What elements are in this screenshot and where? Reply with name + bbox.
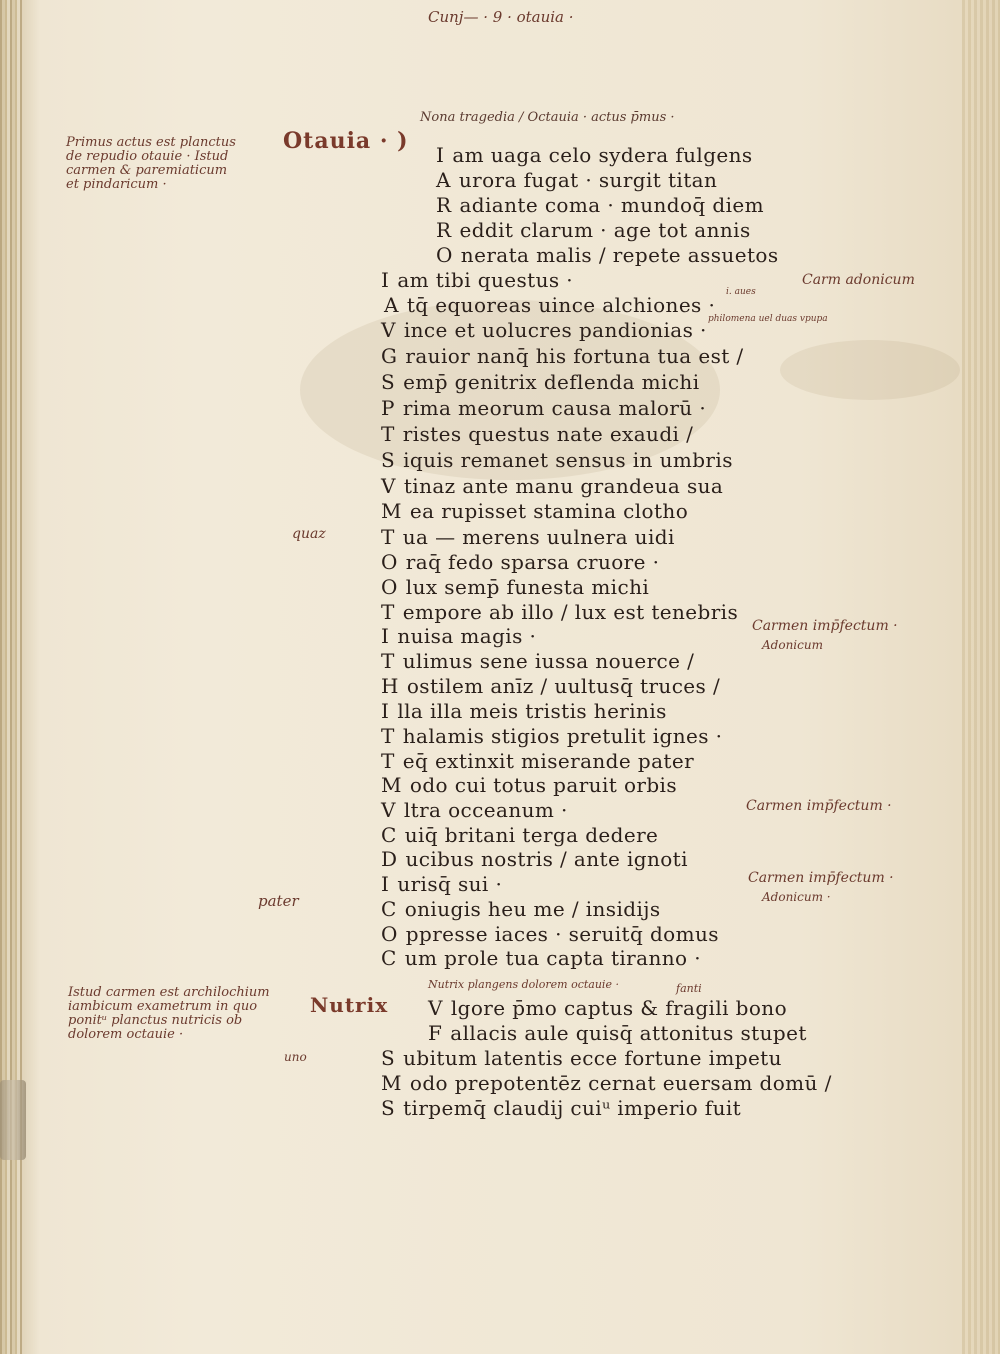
- running-header: Cunj— · 9 · otauia ·: [428, 8, 574, 26]
- verse-text: ostilem anīz / uultusq̄ truces /: [406, 674, 721, 698]
- verse-line: [381, 550, 659, 574]
- binding-clasp: [0, 1080, 26, 1160]
- verse-text: urora fugat · surgit titan: [458, 168, 718, 192]
- verse-initial: V: [381, 318, 396, 342]
- verse-line: [381, 724, 722, 748]
- verse-initial: O: [381, 922, 398, 946]
- interlinear-gloss: fanti: [676, 982, 702, 995]
- verse-line: [381, 396, 706, 420]
- verse-line: [381, 823, 658, 847]
- verse-text: am tibi questus ·: [397, 268, 574, 292]
- verse-line: [381, 847, 688, 871]
- verse-text: lux semp̄ funesta michi: [405, 575, 650, 599]
- verse-text: adiante coma · mundoq̄ diem: [459, 193, 764, 217]
- gloss-line: carmen & paremiaticum: [66, 163, 228, 178]
- verse-line: [436, 143, 753, 167]
- verse-line: [428, 996, 787, 1020]
- verse-text: uiq̄ britani terga dedere: [404, 823, 659, 847]
- verse-line: [381, 318, 707, 342]
- verse-initial: F: [428, 1021, 443, 1045]
- verse-line: [381, 922, 719, 946]
- verse-line: [436, 218, 751, 242]
- left-gloss-nutrix: [68, 986, 270, 1042]
- faint-offset-stain: [780, 340, 960, 400]
- speaker-octavia: Otauia · ): [283, 128, 409, 154]
- verse-line: [381, 1071, 832, 1095]
- gloss-line: de repudio otauie · Istud: [66, 149, 229, 164]
- verse-line: [381, 624, 536, 648]
- verse-line: [381, 344, 744, 368]
- gloss-line: et pindaricum ·: [66, 177, 167, 192]
- verse-text: ucibus nostris / ante ignoti: [405, 847, 688, 871]
- verse-initial: I: [381, 872, 390, 896]
- verse-text: oniugis heu me / insidijs: [404, 897, 661, 921]
- verse-text: um prole tua capta tiranno ·: [404, 946, 701, 970]
- verse-initial: S: [381, 1046, 396, 1070]
- verse-text: odo prepotentēz cernat euersam domū /: [409, 1071, 832, 1095]
- verse-initial: S: [381, 1096, 396, 1120]
- verse-initial: C: [381, 946, 397, 970]
- verse-initial: O: [436, 243, 453, 267]
- verse-text: ristes questus nate exaudi /: [402, 422, 694, 446]
- gloss-line: iambicum exametrum in quo: [68, 999, 258, 1014]
- verse-text: ea rupisset stamina clotho: [409, 499, 689, 523]
- verse-line: [381, 525, 675, 549]
- verse-initial: C: [381, 897, 397, 921]
- verse-line: [381, 897, 661, 921]
- verse-initial: M: [381, 773, 402, 797]
- speaker-nutrix: Nutrix: [310, 993, 389, 1017]
- right-note-adonicum: Adonicum: [762, 638, 823, 652]
- verse-text: ppresse iaces · seruitq̄ domus: [405, 922, 719, 946]
- verse-text: emp̄ genitrix deflenda michi: [403, 370, 700, 394]
- verse-line: [381, 674, 720, 698]
- verse-initial: S: [381, 448, 396, 472]
- verse-line: [381, 1096, 741, 1120]
- nutrix-rubric: Nutrix plangens dolorem octauie ·: [428, 978, 619, 991]
- verse-text: ince et uolucres pandionias ·: [403, 318, 707, 342]
- verse-text: am uaga celo sydera fulgens: [452, 143, 753, 167]
- verse-line: [436, 168, 717, 192]
- verse-text: lgore p̄mo captus & fragili bono: [450, 996, 788, 1020]
- gloss-line: dolorem octauie ·: [68, 1027, 184, 1042]
- verse-initial: O: [381, 575, 398, 599]
- verse-initial: G: [381, 344, 398, 368]
- gloss-line: Istud carmen est archilochium: [68, 985, 270, 1000]
- verse-line: [381, 749, 694, 773]
- interlinear-gloss: philomena uel duas vpupa: [708, 314, 828, 324]
- margin-word-quaz: quaz: [292, 526, 326, 542]
- verse-line: [381, 600, 738, 624]
- verse-initial: M: [381, 499, 402, 523]
- verse-text: lla illa meis tristis herinis: [397, 699, 667, 723]
- right-note-imperfectum: Carmen imp̄fectum ·: [752, 618, 898, 634]
- verse-line: [381, 699, 667, 723]
- verse-line: [381, 872, 502, 896]
- verse-text: eq̄ extinxit miserande pater: [402, 749, 695, 773]
- verse-initial: T: [381, 749, 395, 773]
- verse-text: empore ab illo / lux est tenebris: [402, 600, 739, 624]
- verse-text: halamis stigios pretulit ignes ·: [402, 724, 723, 748]
- verse-line: [436, 243, 779, 267]
- right-note-adonicum: Adonicum ·: [762, 890, 831, 904]
- verse-text: rauior nanq̄ his fortuna tua est /: [405, 344, 744, 368]
- verse-line: [381, 649, 694, 673]
- page-fore-edge: [962, 0, 1000, 1354]
- gloss-line: ponitᵘ planctus nutricis ob: [68, 1013, 243, 1028]
- verse-line: [381, 268, 573, 292]
- verse-line: [381, 499, 688, 523]
- verse-line: [381, 422, 693, 446]
- verse-initial: I: [381, 268, 390, 292]
- verse-text: urisq̄ sui ·: [397, 872, 503, 896]
- verse-initial: O: [381, 550, 398, 574]
- verse-initial: V: [381, 474, 396, 498]
- verse-initial: I: [381, 699, 390, 723]
- verse-initial: T: [381, 724, 395, 748]
- verse-initial: D: [381, 847, 398, 871]
- verse-text: rima meorum causa malorū ·: [402, 396, 707, 420]
- verse-initial: I: [436, 143, 445, 167]
- verse-text: tinaz ante manu grandeua sua: [403, 474, 724, 498]
- right-note-imperfectum: Carmen imp̄fectum ·: [746, 798, 892, 814]
- verse-text: raq̄ fedo sparsa cruore ·: [405, 550, 660, 574]
- verse-text: iquis remanet sensus in umbris: [403, 448, 733, 472]
- verse-initial: P: [381, 396, 395, 420]
- verse-text: ltra occeanum ·: [403, 798, 568, 822]
- verse-initial: T: [381, 600, 395, 624]
- margin-word-uno: uno: [284, 1050, 307, 1064]
- verse-initial: M: [381, 1071, 402, 1095]
- verse-line: [428, 1021, 807, 1045]
- verse-text: eddit clarum · age tot annis: [459, 218, 751, 242]
- right-note-adonicum: Carm adonicum: [802, 272, 915, 288]
- verse-text: ua — merens uulnera uidi: [402, 525, 675, 549]
- verse-line: [381, 798, 568, 822]
- verse-line: [384, 293, 715, 317]
- verse-text: allacis aule quisq̄ attonitus stupet: [450, 1021, 807, 1045]
- verse-line: [381, 575, 649, 599]
- verse-initial: S: [381, 370, 396, 394]
- verse-text: tq̄ equoreas uince alchiones ·: [406, 293, 716, 317]
- gloss-line: Primus actus est planctus: [66, 135, 236, 150]
- verse-text: nuisa magis ·: [397, 624, 537, 648]
- verse-initial: A: [384, 293, 399, 317]
- verse-line: [381, 474, 723, 498]
- left-gloss-act-one: [66, 136, 236, 192]
- verse-initial: T: [381, 649, 395, 673]
- verse-initial: I: [381, 624, 390, 648]
- verse-initial: T: [381, 422, 395, 446]
- verse-text: ulimus sene iussa nouerce /: [402, 649, 695, 673]
- verse-initial: V: [428, 996, 443, 1020]
- verse-initial: C: [381, 823, 397, 847]
- right-note-imperfectum: Carmen imp̄fectum ·: [748, 870, 894, 886]
- margin-word-pater: pater: [258, 892, 299, 910]
- verse-initial: A: [436, 168, 451, 192]
- verse-line: [381, 370, 700, 394]
- verse-text: tirpemq̄ claudij cuiᵘ imperio fuit: [403, 1096, 742, 1120]
- verse-line: [436, 193, 764, 217]
- verse-initial: R: [436, 218, 452, 242]
- verse-line: [381, 773, 677, 797]
- interlinear-gloss: i. aues: [726, 287, 756, 297]
- verse-line: [381, 1046, 782, 1070]
- verse-text: nerata malis / repete assuetos: [460, 243, 779, 267]
- verse-line: [381, 448, 733, 472]
- verse-text: odo cui totus paruit orbis: [409, 773, 678, 797]
- verse-line: [381, 946, 701, 970]
- verse-initial: T: [381, 525, 395, 549]
- verse-initial: V: [381, 798, 396, 822]
- verse-initial: H: [381, 674, 399, 698]
- play-rubric: Nona tragedia / Octauia · actus p̄mus ·: [420, 110, 675, 125]
- verse-initial: R: [436, 193, 452, 217]
- verse-text: ubitum latentis ecce fortune impetu: [403, 1046, 782, 1070]
